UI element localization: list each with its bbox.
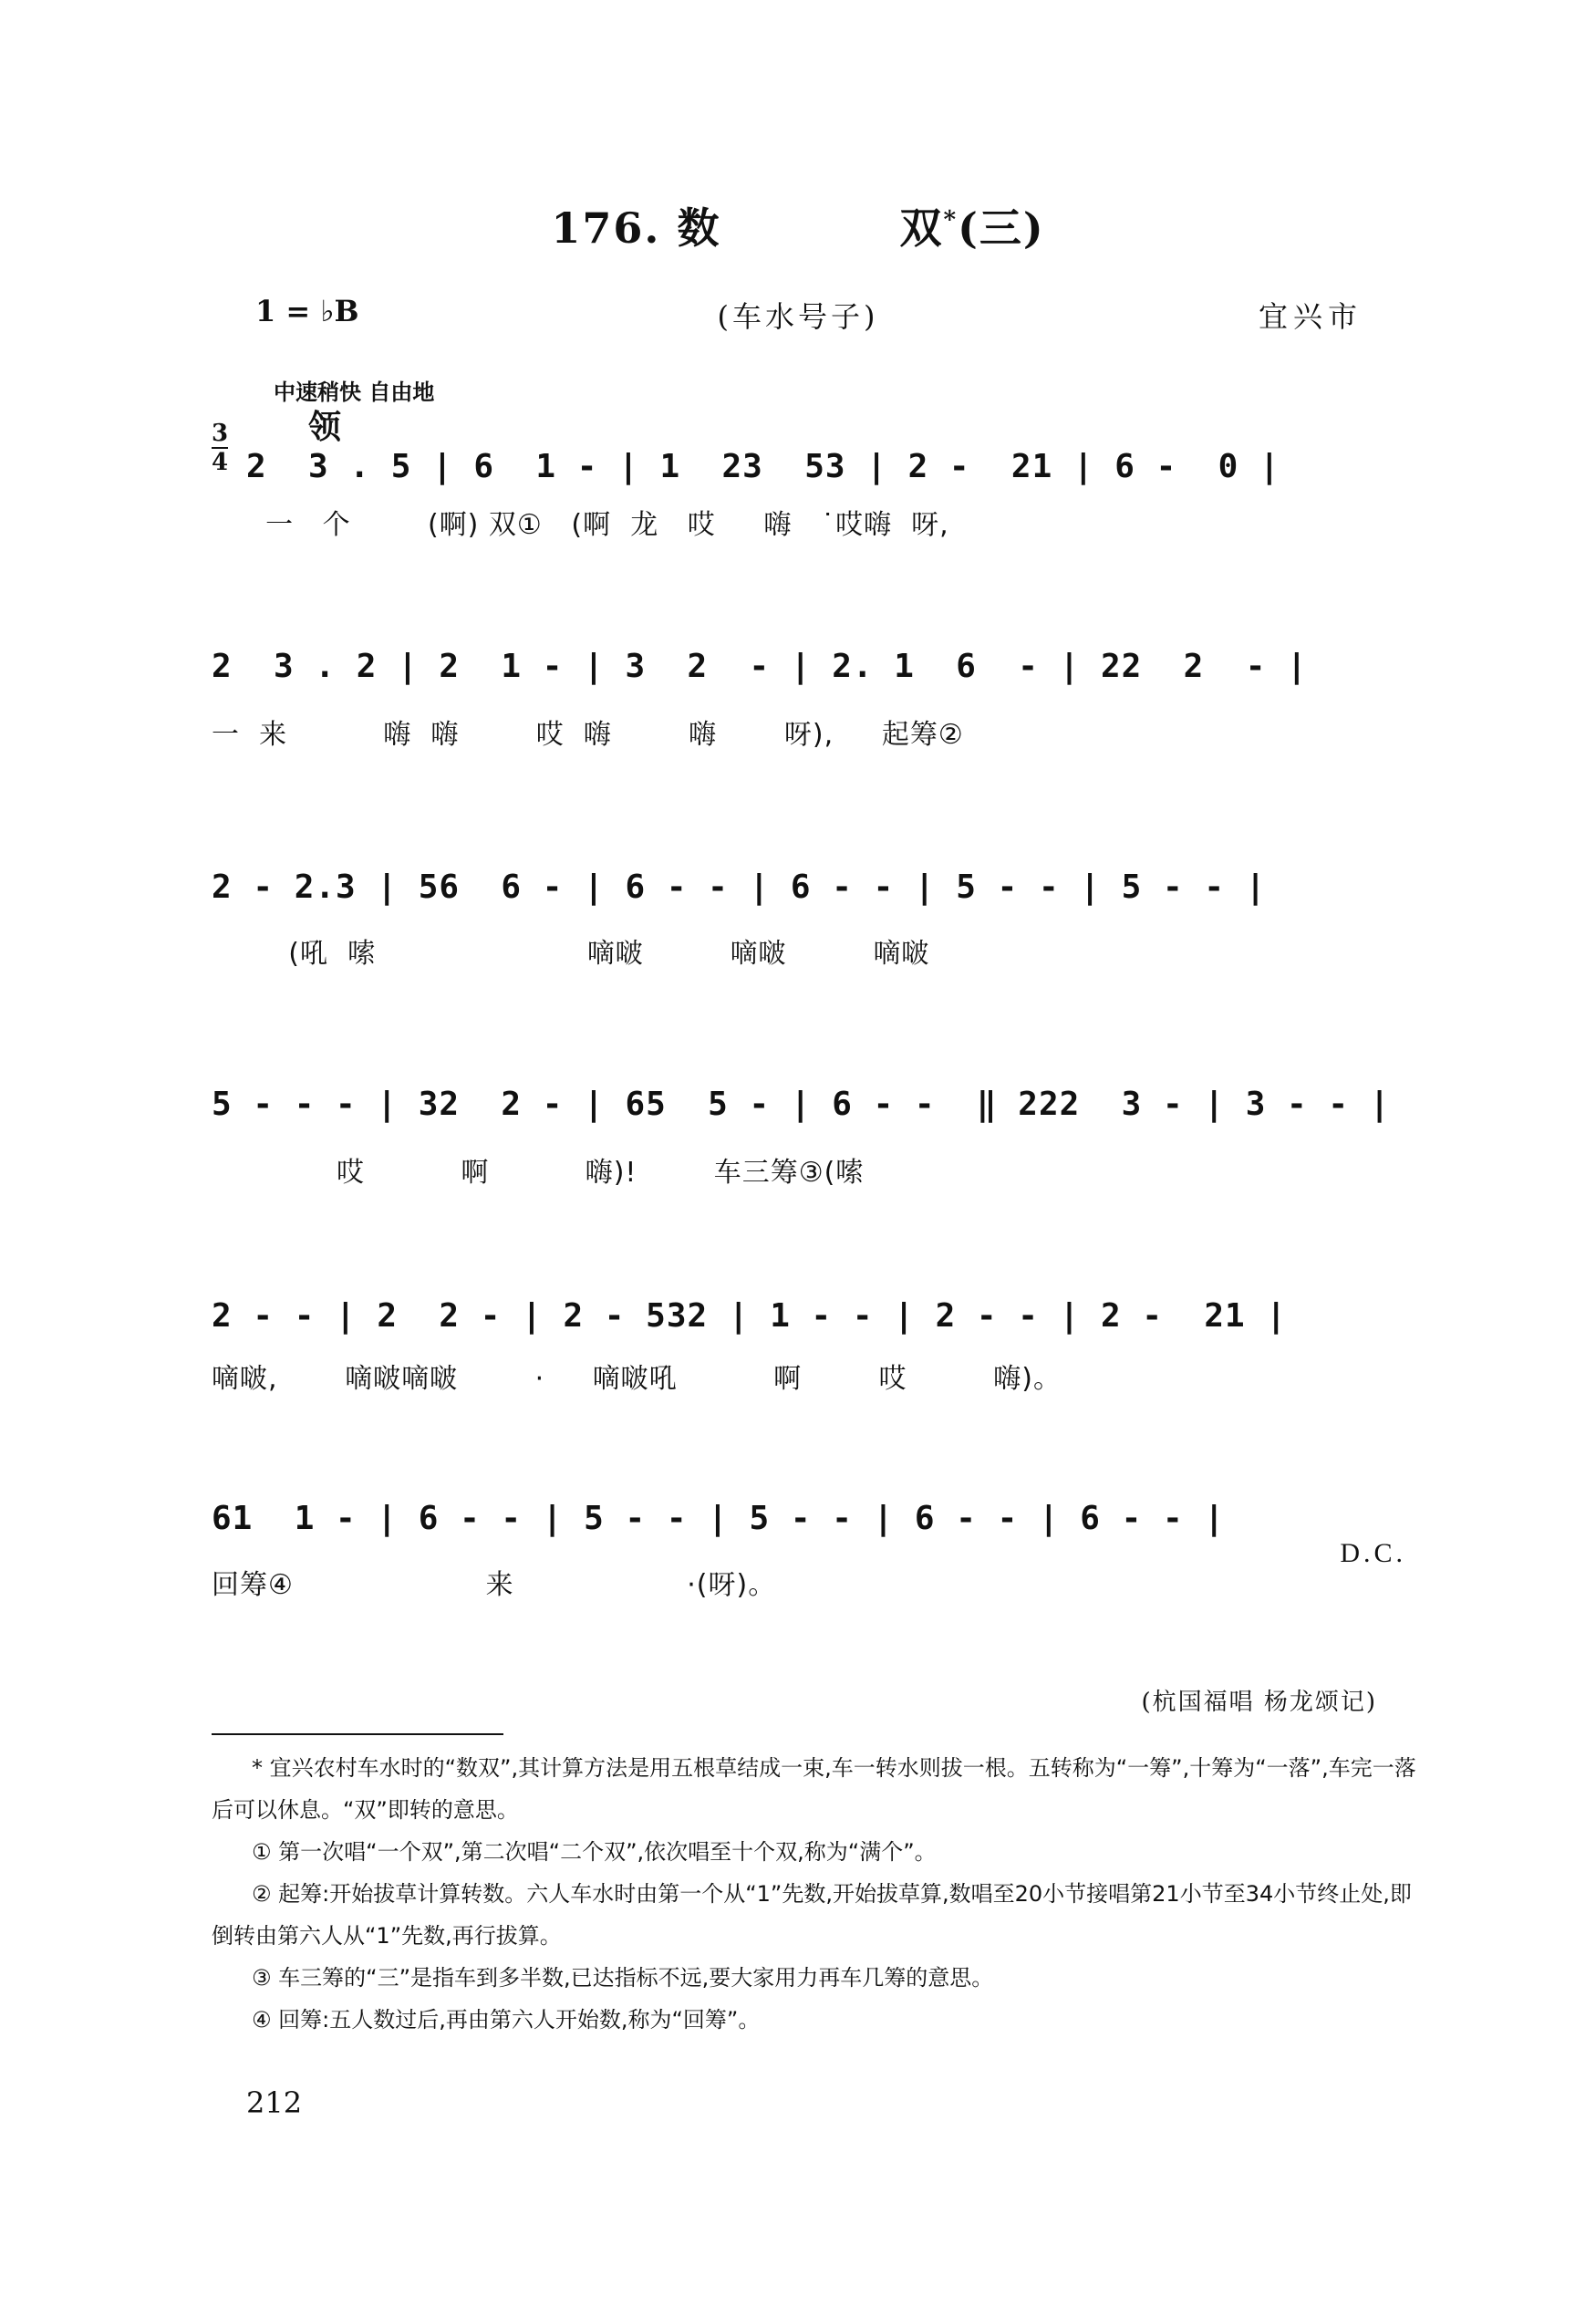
time-sig-top: 3 [212,420,229,447]
system-4-notes: 5 - - - | 32 2 - | 65 5 - | 6 - - ‖ 222 3 - | 3 - - | [212,1086,1391,1123]
footnote-rule [212,1733,503,1735]
song-number: 176. [551,203,661,253]
system-5-notes: 2 - - | 2 2 - | 2 - 532 | 1 - - | 2 - - | 2 - 21 | [212,1297,1288,1335]
system-2-notes: 2 3 . 2 | 2 1 - | 3 2 - | 2. 1 6 - | 22 2 - | [212,648,1308,685]
key-signature: 1 = ♭B [255,294,359,328]
song-title [0,195,1596,255]
footnote-3: ③ 车三筹的“三”是指车到多半数,已达指标不远,要大家用力再车几筹的意思。 [252,1965,994,1991]
genre-label: (车水号子) [717,299,879,334]
time-sig-bottom: 4 [212,449,229,476]
system-3-notes: 2 - 2.3 | 56 6 - | 6 - - | 6 - - | 5 - - | 5 - - | [212,868,1267,906]
place-label: 宜兴市 [1259,299,1363,334]
dc-marking: D.C. [1340,1538,1406,1568]
system-2-lyrics: 一 来 嗨 嗨 哎 嗨 嗨 呀), 起筹② [212,719,964,751]
system-1-notes: 领 2 3 . 5 | 6 1 - | 1 23 53 | 2 - 21 | 6 - 0 | [246,409,1280,485]
tempo-marking: 中速稍快 自由地 [274,380,435,405]
system-5-lyrics: 嘀啵, 嘀啵嘀啵 · 嘀啵吼 啊 哎 嗨)。 [212,1363,1062,1395]
footnote-4: ④ 回筹:五人数过后,再由第六人开始数,称为“回筹”。 [252,2007,761,2033]
footnote-star: * 宜兴农村车水时的“数双”,其计算方法是用五根草结成一束,车一转水则拔一根。五转称为“一筹”,十筹为“一落”,车完一落后可以休息。“双”即转的意思。 [212,1755,1416,1823]
system-3-lyrics: (吼 嗦 嘀啵 嘀啵 嘀啵 [212,938,930,970]
performer-credit: (杭国福唱 杨龙颂记) [1141,1689,1377,1716]
time-signature [212,420,228,476]
system-6-notes: 61 1 - | 6 - - | 5 - - | 5 - - | 6 - - | 6 - - | [212,1500,1226,1537]
system-6-lyrics: 回筹④ 来 ·(呀)。 [212,1569,777,1601]
footnotes [212,1747,1425,2041]
system-4-lyrics: 哎 啊 嗨)! 车三筹③(嗦 [212,1157,865,1189]
footnote-2: ② 起筹:开始拔草计算转数。六人车水时由第一个从“1”先数,开始拔草算,数唱至20小节接唱第21小节至34小节终止处,即倒转由第六人从“1”先数,再行拔算。 [212,1881,1412,1949]
title-star: * [943,206,959,234]
title-part2: 双 [899,203,944,253]
page-number: 212 [246,2085,303,2120]
system-1-lyrics: 一 个 (啊) 双① (啊 龙 哎 嗨 ˙哎嗨 呀, [246,509,949,541]
footnote-1: ① 第一次唱“一个双”,第二次唱“二个双”,依次唱至十个双,称为“满个”。 [252,1839,937,1865]
title-suffix: (三) [958,203,1045,253]
title-part1: 数 [677,203,721,253]
